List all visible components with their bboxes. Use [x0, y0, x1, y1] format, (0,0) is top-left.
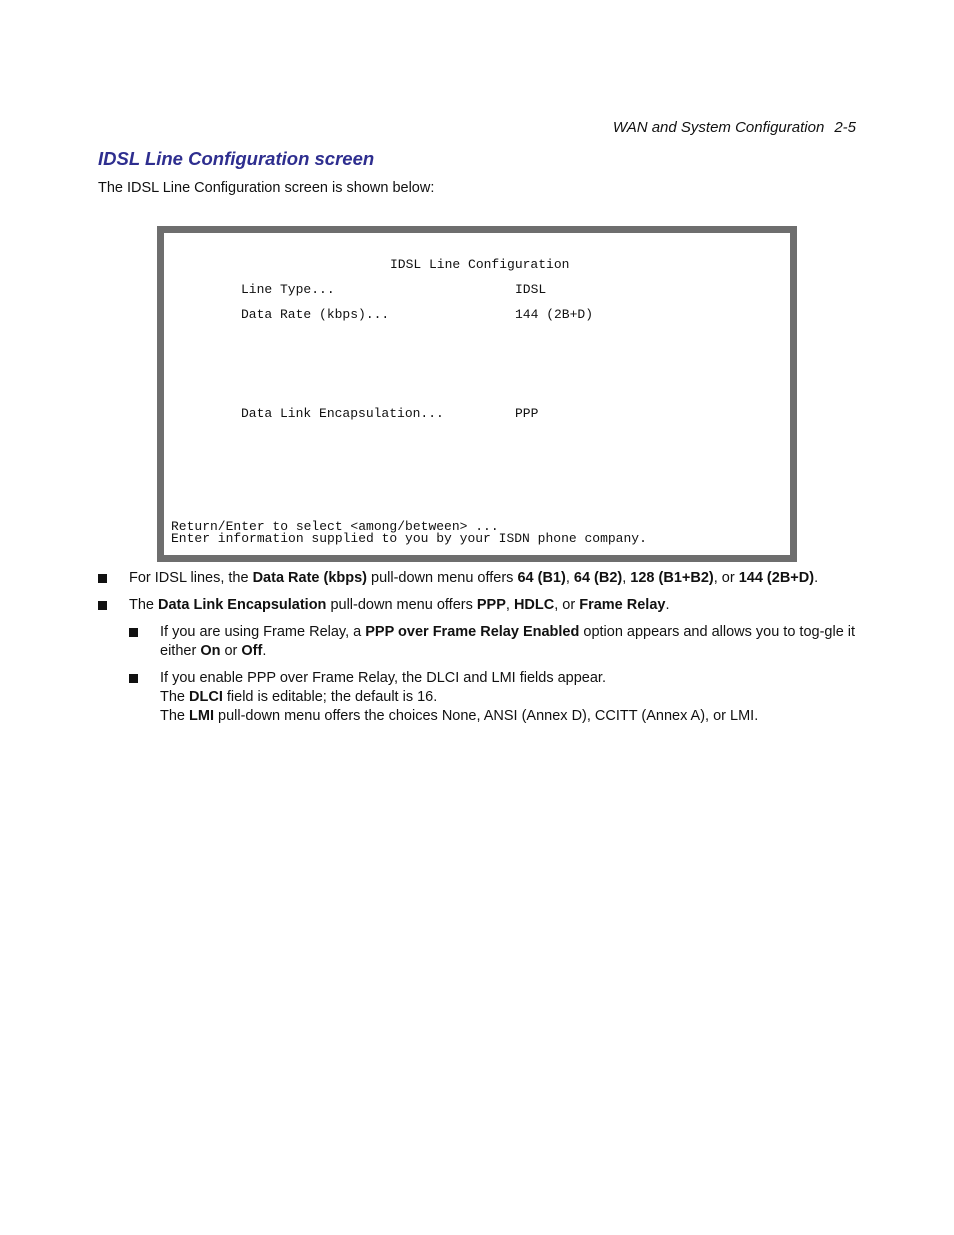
term: DLCI [189, 689, 223, 705]
encapsulation-label: Data Link Encapsulation... [241, 406, 444, 421]
term: PPP [476, 597, 506, 613]
term: LMI [189, 708, 214, 724]
page-number: 2-5 [834, 119, 856, 136]
list-item [98, 569, 858, 588]
text: . [665, 597, 670, 613]
data-rate-value[interactable]: 144 (2B+D) [515, 307, 594, 322]
text-line [160, 688, 858, 707]
text: , or [554, 597, 580, 613]
list-item [129, 623, 858, 661]
text-line [160, 707, 858, 726]
term: 64 (B2) [573, 570, 623, 586]
section-title: IDSL Line Configuration screen [98, 148, 375, 169]
text: or [220, 643, 242, 659]
text: If you enable PPP over Frame Relay, the DLCI and LMI fields appear. [160, 670, 606, 686]
intro-text: The IDSL Line Configuration screen is shown below: [98, 180, 435, 196]
data-rate-label: Data Rate (kbps)... [241, 307, 390, 322]
text: . [814, 570, 819, 586]
text: option appears and allows you to tog-gle it either [160, 624, 856, 659]
term: On [200, 643, 221, 659]
bullet-icon [98, 574, 107, 583]
term: Off [241, 643, 263, 659]
help-line-2: Enter information supplied to you by your ISDN phone company. [171, 531, 647, 546]
term: 144 (2B+D) [738, 570, 815, 586]
list-item [98, 596, 858, 615]
text: pull-down menu offers [367, 570, 518, 586]
term: PPP over Frame Relay Enabled [365, 624, 580, 640]
bullet-icon [98, 601, 107, 610]
screen-title: IDSL Line Configuration [390, 257, 570, 272]
text: , [622, 570, 631, 586]
list-item [129, 669, 858, 726]
text: field is editable; the default is 16. [222, 689, 438, 705]
chapter-title: WAN and System Configuration [612, 119, 825, 136]
bullet-icon [129, 674, 138, 683]
text: , or [713, 570, 739, 586]
bullet-list [98, 569, 858, 734]
text: The [160, 708, 190, 724]
text: The [160, 689, 190, 705]
text: The [129, 597, 159, 613]
text: pull-down menu offers the choices None, ANSI (Annex D), CCITT (Annex A), or LMI. [213, 708, 759, 724]
idsl-config-screen [157, 226, 797, 562]
line-type-label: Line Type... [241, 282, 335, 297]
text: . [262, 643, 267, 659]
running-head [613, 119, 856, 136]
text: , [565, 570, 574, 586]
help-line-1: Return/Enter to select <among/between> ... [171, 519, 499, 534]
text: pull-down menu offers [326, 597, 477, 613]
term: Data Link Encapsulation [158, 597, 327, 613]
term: 64 (B1) [517, 570, 566, 586]
text: If you are using Frame Relay, a [160, 624, 366, 640]
text: For IDSL lines, the [129, 570, 253, 586]
line-type-value[interactable]: IDSL [515, 282, 547, 297]
term: 128 (B1+B2) [630, 570, 714, 586]
term: Data Rate (kbps) [252, 570, 367, 586]
term: HDLC [513, 597, 555, 613]
term: Frame Relay [579, 597, 666, 613]
bullet-icon [129, 628, 138, 637]
encapsulation-value[interactable]: PPP [515, 406, 539, 421]
text: , [505, 597, 514, 613]
